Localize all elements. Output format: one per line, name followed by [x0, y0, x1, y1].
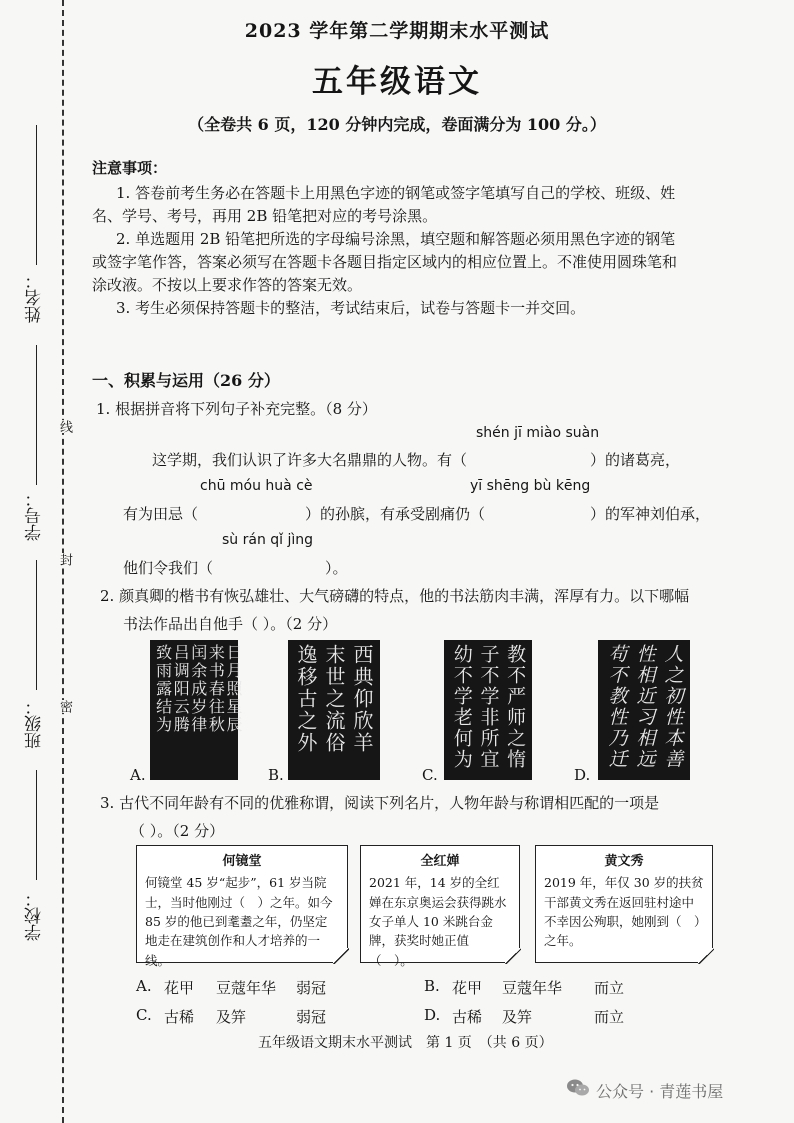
q3-prompt: 3. 古代不同年龄有不同的优雅称谓，阅读下列名片，人物年龄与称谓相匹配的一项是 — [100, 794, 660, 812]
q3-choice-a: A. 花甲 豆蔻年华 弱冠 — [136, 977, 327, 997]
exam-subtitle: （全卷共 6 页，120 分钟内完成，卷面满分为 100 分。） — [188, 115, 606, 134]
card-text: 2019 年，年仅 30 岁的扶贫干部黄文秀在返回驻村途中不幸因公殉职，她刚到（ ）之年。 — [544, 875, 704, 949]
q3-prompt-2: （ ）。（2 分） — [130, 822, 225, 840]
q2-option-b-label: B. — [268, 766, 284, 784]
q1-line-3a: 他们令我们（ — [123, 559, 214, 577]
q2-option-d-label: D. — [574, 766, 591, 784]
card-name: 黄文秀 — [604, 854, 644, 869]
q1-line-1b: ）的诸葛亮， — [590, 451, 681, 469]
q1-pinyin-4: sù rán qǐ jìng — [222, 532, 314, 548]
seal-secret-mark: 密 — [57, 700, 72, 713]
class-label: 班级： — [25, 698, 45, 749]
class-underline — [36, 560, 37, 690]
notice-title: 注意事项： — [92, 159, 168, 177]
page-curl-icon — [698, 948, 714, 964]
notice-line: 2. 单选题用 2B 铅笔把所选的字母编号涂黑，填空题和解答题必须用黑色字迹的钢笔 — [116, 230, 676, 248]
seal-seal-mark: 封 — [57, 553, 72, 566]
q2-option-c-label: C. — [422, 766, 438, 784]
page-curl-icon — [505, 948, 521, 964]
name-label: 姓名： — [25, 272, 45, 323]
school-label: 学校： — [25, 890, 45, 941]
name-card-quan-hongchan — [360, 845, 520, 968]
name-underline — [36, 125, 37, 265]
q3-choice-b: B. 花甲 豆蔻年华 而立 — [424, 977, 625, 997]
page-curl-icon — [333, 948, 349, 964]
watermark-text: 公众号 · 青莲书屋 — [596, 1081, 724, 1101]
q2-prompt-line-1: 2. 颜真卿的楷书有恢弘雄壮、大气磅礴的特点，他的书法筋肉丰满，浑厚有力。以下哪幅 — [100, 587, 690, 605]
q1-line-2c: ）的军神刘伯承， — [590, 505, 711, 523]
q1-pinyin-2: chū móu huà cè — [200, 478, 313, 494]
exam-title: 2023 学年第二学期期末水平测试 — [244, 20, 550, 42]
q2-option-a-calligraphy: 日月照星辰 来书春往秋 闰余成岁律 吕调阳云腾 致雨露结为 — [150, 640, 238, 780]
name-card-huang-wenxiu — [535, 845, 713, 963]
q1-line-3b: ）。 — [325, 559, 348, 577]
card-name: 全红婵 — [420, 854, 460, 869]
notice-line: 或签字笔作答，答案必须写在答题卡各题目指定区域内的相应位置上。不准使用圆珠笔和 — [92, 253, 678, 271]
q2-option-b-calligraphy: 西典仰欣羊 末世之流俗 逸移古之外 — [288, 640, 380, 780]
student-id-underline — [36, 345, 37, 485]
notice-line: 3. 考生必须保持答题卡的整洁，考试结束后，试卷与答题卡一并交回。 — [116, 299, 586, 317]
q1-pinyin-3: yī shēng bù kēng — [470, 478, 591, 494]
seal-line-mark: 线 — [57, 420, 72, 433]
q1-line-2a: 有为田忌（ — [123, 505, 199, 523]
q1-prompt: 1. 根据拼音将下列句子补充完整。（8 分） — [96, 400, 377, 418]
q2-option-c-calligraphy: 教不严师之惰 子不学非所宜 幼不学老何为 — [444, 640, 532, 780]
q1-pinyin-1: shén jī miào suàn — [476, 425, 600, 441]
card-name: 何镜堂 — [222, 854, 262, 869]
q1-line-1a: 这学期，我们认识了许多大名鼎鼎的人物。有（ — [152, 451, 468, 469]
student-id-label: 学号： — [25, 490, 45, 541]
notice-line: 1. 答卷前考生务必在答题卡上用黑色字迹的钢笔或签字笔填写自己的学校、班级、姓 — [116, 184, 676, 202]
q3-choice-c: C. 古稀 及笄 弱冠 — [136, 1006, 327, 1026]
wechat-icon — [566, 1078, 590, 1102]
card-text: 2021 年，14 岁的全红婵在东京奥运会获得跳水女子单人 10 米跳台金牌，获奖时她正值（ ）。 — [369, 875, 507, 968]
subject-title: 五年级语文 — [312, 64, 482, 100]
notice-line: 名、学号、考号，再用 2B 铅笔把对应的考号涂黑。 — [92, 207, 438, 225]
school-underline — [36, 770, 37, 880]
notice-line: 涂改液。不按以上要求作答的答案无效。 — [92, 276, 363, 294]
name-card-he-jingtang — [136, 845, 348, 968]
q1-line-2b: ）的孙膑，有承受剧痛仍（ — [305, 505, 486, 523]
q2-prompt-line-2: 书法作品出自他手（ ）。（2 分） — [123, 615, 338, 633]
watermark — [566, 1078, 723, 1102]
page-footer: 五年级语文期末水平测试 第 1 页 （共 6 页） — [258, 1035, 553, 1051]
q2-option-d-calligraphy: 人之初性本善 性相近习相远 苟不教性乃迁 — [598, 640, 690, 780]
card-text: 何镜堂 45 岁“起步”，61 岁当院士，当时他刚过（ ）之年。如今 85 岁的他已到耄耋之年，仍坚定地走在建筑创作和人才培养的一线。 — [145, 875, 333, 968]
section-title: 一、积累与运用（26 分） — [92, 371, 280, 390]
q3-choice-d: D. 古稀 及笄 而立 — [424, 1006, 625, 1026]
q2-option-a-label: A. — [130, 766, 146, 784]
